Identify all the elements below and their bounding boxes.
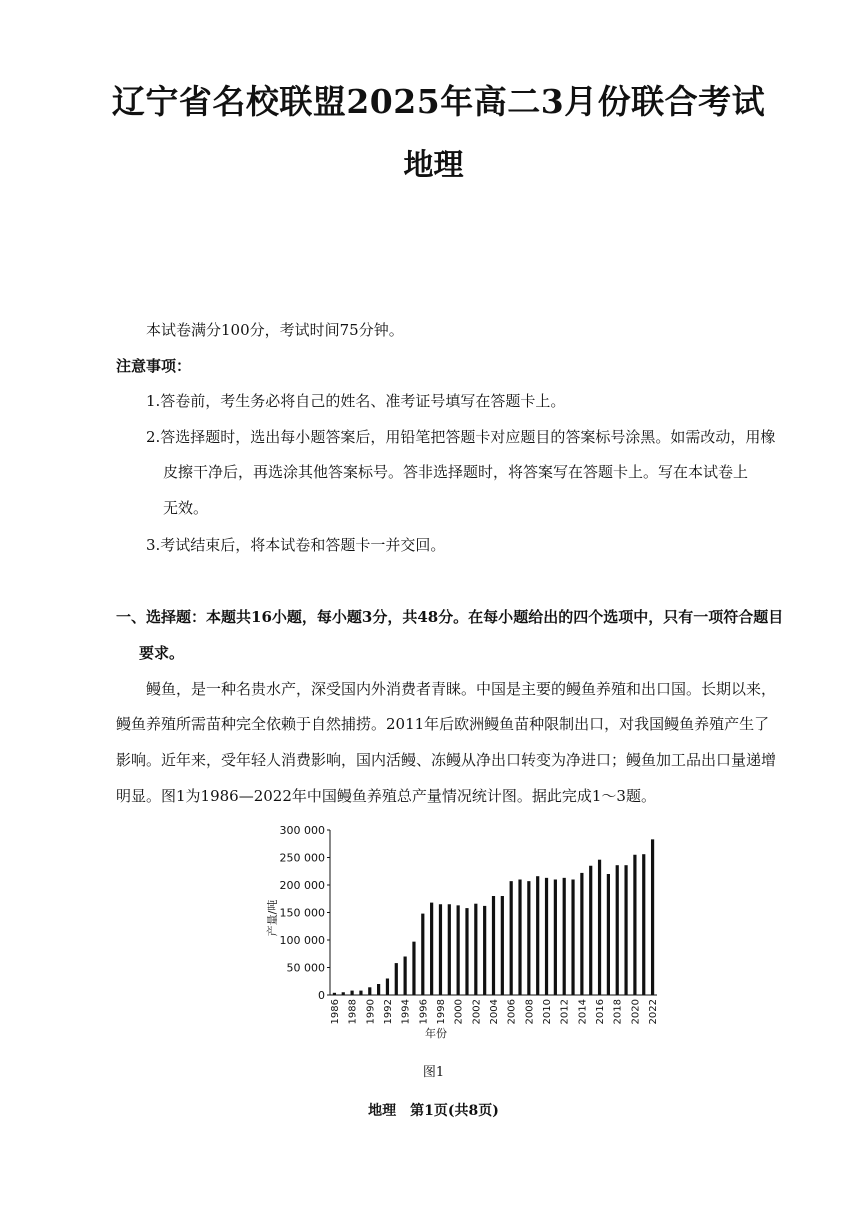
bar-1992 xyxy=(386,979,389,996)
x-tick-label: 1996 xyxy=(418,999,430,1025)
eel-production-chart xyxy=(262,818,702,1048)
intro-text: 本试卷满分100分，考试时间75分钟。 xyxy=(146,321,404,339)
bar-1995 xyxy=(412,942,415,995)
bar-1990 xyxy=(368,987,371,995)
section-heading: 一、选择题：本题共16小题，每小题3分，共48分。在每小题给出的四个选项中，只有一项符合题目 xyxy=(116,608,784,626)
bar-2016 xyxy=(598,860,601,995)
bar-2007 xyxy=(518,880,521,996)
bar-2014 xyxy=(580,873,583,995)
passage-line: 影响。近年来，受年轻人消费影响，国内活鳗、冻鳗从净出口转变为净进口；鳗鱼加工品出口量递增 xyxy=(116,751,777,769)
bar-2008 xyxy=(527,881,530,995)
bar-1994 xyxy=(404,957,407,996)
y-tick-label: 50 000 xyxy=(286,961,325,975)
notice-item: 无效。 xyxy=(163,499,209,517)
x-tick-label: 2008 xyxy=(524,999,536,1025)
exam-title: 辽宁省名校联盟2025年高二3月份联合考试 xyxy=(111,82,766,121)
x-tick-label: 1992 xyxy=(382,999,394,1025)
passage-line: 鳗鱼养殖所需苗种完全依赖于自然捕捞。2011年后欧洲鳗鱼苗种限制出口，对我国鳗鱼养殖产生了 xyxy=(116,715,770,733)
bar-2020 xyxy=(633,855,636,995)
x-tick-label: 1990 xyxy=(365,999,377,1025)
bar-1999 xyxy=(448,904,451,995)
bar-2013 xyxy=(571,880,574,996)
bar-2010 xyxy=(545,878,548,995)
bar-2003 xyxy=(483,906,486,995)
x-tick-label: 1998 xyxy=(435,999,447,1025)
y-tick-label: 100 000 xyxy=(279,934,325,947)
bar-2012 xyxy=(563,878,566,995)
bar-2018 xyxy=(616,865,619,995)
y-axis-label: 产量/吨 xyxy=(266,899,279,937)
bar-1991 xyxy=(377,984,380,995)
y-tick-label: 250 000 xyxy=(279,851,325,865)
x-tick-label: 2014 xyxy=(577,999,589,1025)
figure-caption: 图1 xyxy=(422,1065,445,1080)
y-tick-label: 300 000 xyxy=(279,824,325,837)
y-tick-label: 200 000 xyxy=(279,879,325,892)
x-tick-label: 2012 xyxy=(559,999,571,1025)
bar-2009 xyxy=(536,876,539,995)
bar-2019 xyxy=(624,865,627,995)
bar-1998 xyxy=(439,904,442,995)
bar-1996 xyxy=(421,914,424,995)
bar-2022 xyxy=(651,839,654,995)
bar-2015 xyxy=(589,866,592,995)
x-tick-label: 2016 xyxy=(595,999,607,1025)
bar-1988 xyxy=(350,991,353,995)
bar-1989 xyxy=(359,991,362,995)
bar-2000 xyxy=(457,905,460,995)
bar-2001 xyxy=(465,908,468,995)
bar-1993 xyxy=(395,963,398,995)
y-tick-label: 150 000 xyxy=(279,906,325,920)
bar-2004 xyxy=(492,896,495,995)
page-footer: 地理 第1页(共8页) xyxy=(368,1103,499,1119)
bar-1997 xyxy=(430,903,433,995)
x-tick-label: 2004 xyxy=(489,999,500,1025)
x-tick-label: 1994 xyxy=(400,999,412,1025)
notice-item: 3.考试结束后，将本试卷和答题卡一并交回。 xyxy=(146,536,446,554)
x-tick-label: 2002 xyxy=(471,999,483,1025)
section-heading-cont: 要求。 xyxy=(139,644,185,662)
x-tick-label: 2022 xyxy=(648,999,660,1025)
subject-title: 地理 xyxy=(403,148,464,183)
notice-item: 2.答选择题时，选出每小题答案后，用铅笔把答题卡对应题目的答案标号涂黑。如需改动，用橡 xyxy=(146,428,776,446)
x-tick-label: 2018 xyxy=(612,999,624,1025)
x-tick-label: 2000 xyxy=(453,999,465,1025)
bar-2006 xyxy=(510,881,513,995)
x-tick-label: 2010 xyxy=(542,999,554,1025)
bar-2002 xyxy=(474,904,477,995)
passage-line: 明显。图1为1986—2022年中国鳗鱼养殖总产量情况统计图。据此完成1～3题。 xyxy=(116,787,656,805)
passage-line: 鳗鱼，是一种名贵水产，深受国内外消费者青睐。中国是主要的鳗鱼养殖和出口国。长期以来， xyxy=(146,680,777,698)
x-tick-label: 2006 xyxy=(506,999,518,1025)
bar-2005 xyxy=(501,896,504,995)
x-tick-label: 2020 xyxy=(630,999,642,1025)
bar-2017 xyxy=(607,874,610,995)
bar-2011 xyxy=(554,880,557,996)
x-tick-label: 1988 xyxy=(347,999,359,1025)
notice-heading: 注意事项： xyxy=(116,357,192,375)
notice-item: 皮擦干净后，再选涂其他答案标号。答非选择题时，将答案写在答题卡上。写在本试卷上 xyxy=(163,463,749,481)
bar-2021 xyxy=(642,854,645,995)
y-tick-label: 0 xyxy=(318,989,325,1002)
x-axis-label: 年份 xyxy=(425,1027,447,1040)
notice-item: 1.答卷前，考生务必将自己的姓名、准考证号填写在答题卡上。 xyxy=(146,392,566,410)
x-tick-label: 1986 xyxy=(329,999,341,1025)
